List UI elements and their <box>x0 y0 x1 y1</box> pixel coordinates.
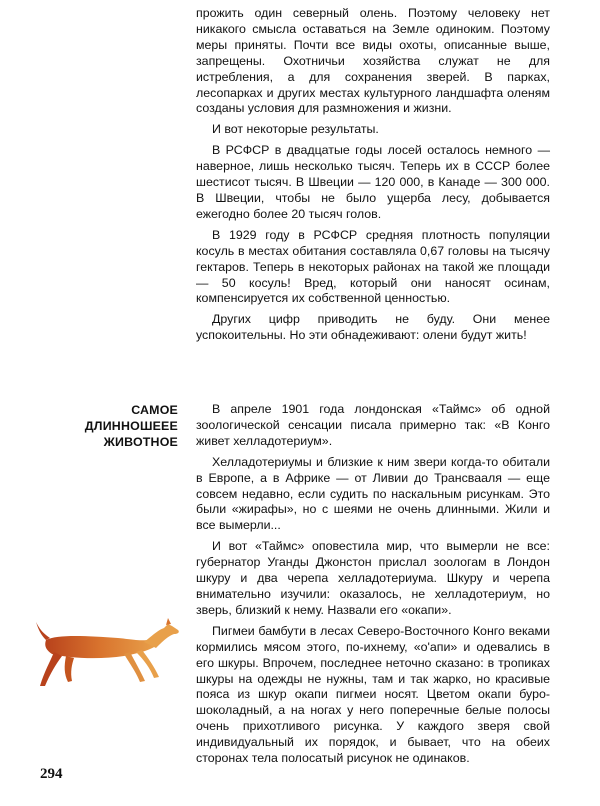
section-title-line: ЖИВОТНОЕ <box>103 435 178 449</box>
okapi-illustration <box>28 612 184 692</box>
section-title-line: ДЛИННОШЕЕЕ <box>84 419 178 433</box>
section-text-block <box>196 402 550 772</box>
paragraph: В 1929 году в РСФСР средняя плотность популяции косуль в местах обитания составляла 0,67 головы на тысячу гектаров. Теперь в некоторых районах на такой же площади — 50 косуль! Вред, который они наносят осинам, компенсируется их собственной ценностью. <box>196 227 550 306</box>
paragraph: прожить один северный олень. Поэтому человеку нет никакого смысла оставаться на Земле одиноким. Поэтому меры приняты. Почти все виды охоты, описанные выше, запрещены. Охотничьи хозяйства служат не для истребления, а для сохранения зверей. В парках, лесопарках и других местах культурного ландшафта оленям созданы условия для размножения и жизни. <box>196 6 550 116</box>
paragraph: Хелладотериумы и близкие к ним звери когда-то обитали в Европе, а в Африке — от Ливии до Трансвааля — еще совсем недавно, если судить по наскальным рисункам. Это были «жирафы», но с шеями не очень длинными. Жили и все вымерли... <box>196 454 550 533</box>
paragraph: В РСФСР в двадцатые годы лосей осталось немного — наверное, лишь несколько тысяч. Теперь их в СССР более шестисот тысяч. В Швеции — 120 000, в Канаде — 300 000. В Швеции, чтобы не было ущерба лесу, добывается ежегодно более 20 тысяч голов. <box>196 143 550 221</box>
paragraph: В апреле 1901 года лондонская «Таймс» об одной зоологической сенсации писала примерно так: «В Конго живет хелладотериум». <box>196 402 550 448</box>
top-text-block <box>196 6 550 349</box>
section-title <box>40 402 178 450</box>
paragraph: Пигмеи бамбути в лесах Северо-Восточного Конго веками кормились мясом этого, по-ихнему, «о'апи» и одевались в его шкуры. Впрочем, последнее неточно сказано: в тропиках шкуры на одежды не нужны, там и так жарко, но красивые пояса из шкур окапи пигмеи носят. Цветом окапи буро-шоколадный, а на ногах у него поперечные белые полосы очень прихотливого рисунка. У каждого зверя свой индивидуальный их порядок, и бывает, что на обеих сторонах тела полосатый рисунок не одинаков. <box>196 623 550 766</box>
page-number: 294 <box>40 766 63 782</box>
paragraph: И вот некоторые результаты. <box>212 122 379 137</box>
paragraph: Других цифр приводить не буду. Они менее успокоительны. Но эти обнадеживают: олени будут жить! <box>196 312 550 343</box>
paragraph: И вот «Таймс» оповестила мир, что вымерли не все: губернатор Уганды Джонстон прислал зоологам в Лондон шкуру и два черепа хелладотериума. Шкуру и черепа внимательно изучили: оказалось, не хелладотериум, но зверь, близкий к нему. Назвали его «окапи». <box>196 539 550 617</box>
section-title-line: САМОЕ <box>131 403 178 417</box>
